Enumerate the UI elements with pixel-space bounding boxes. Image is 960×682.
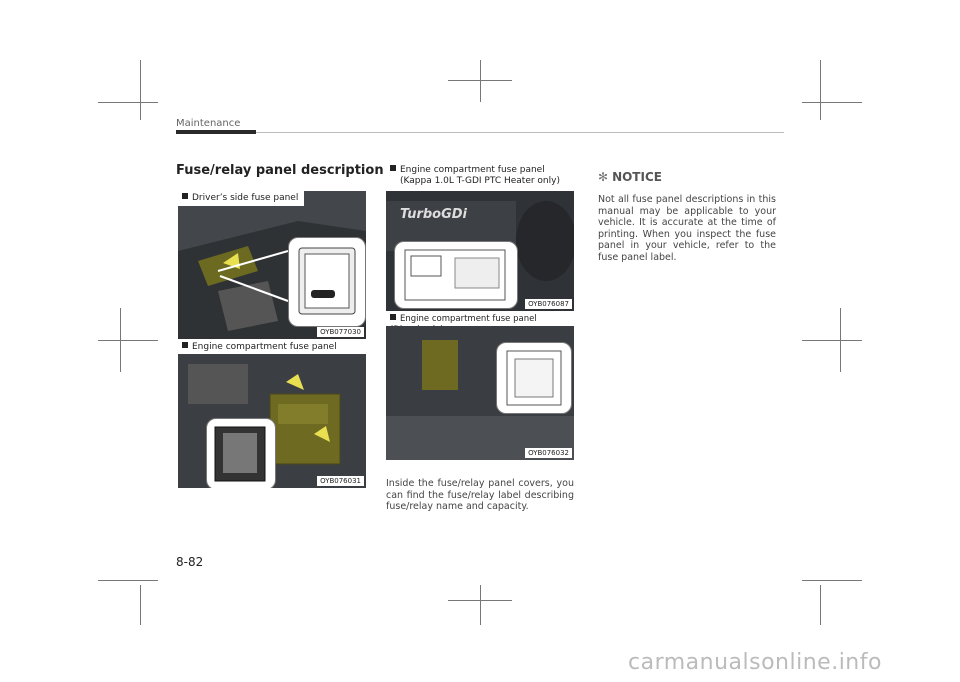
figure-code: OYB076031	[317, 476, 364, 486]
figure-caption: Engine compartment fuse panel	[386, 312, 574, 338]
header-bar	[176, 130, 256, 134]
body-paragraph: Inside the fuse/relay panel covers, you can find the fuse/relay label describing fuse/relay name and capacity.	[386, 478, 574, 512]
fuse-box-drawing	[207, 419, 275, 488]
page-title: Fuse/relay panel description	[176, 163, 384, 178]
section-label: Maintenance	[176, 118, 241, 129]
notice-text: Not all fuse panel descriptions in this manual may be applicable to your vehicle. It is accurate at the time of printing. When you inspect the fuse panel in your vehicle, refer to the fuse panel label.	[598, 194, 776, 263]
figure-code: OYB076032	[525, 448, 572, 458]
fuse-cover-drawing	[289, 238, 365, 326]
page-number: 8-82	[176, 555, 204, 569]
figure-drivers-side-fuse-panel	[178, 191, 366, 339]
fuse-cover-inset	[288, 237, 366, 327]
figure-caption: Driver’s side fuse panel	[178, 191, 304, 206]
figure-engine-compartment-fuse-panel	[178, 340, 366, 488]
engine-badge: TurboGDi	[400, 207, 468, 222]
notice-star-icon: ✻	[598, 170, 609, 184]
fuse-label-drawing	[395, 242, 517, 308]
fuse-label-inset	[394, 241, 518, 309]
notice-title: ✻ NOTICE	[598, 170, 662, 184]
figure-engine-fuse-panel-kappa	[386, 163, 574, 311]
figure-code: OYB077030	[317, 327, 364, 337]
fuse-box-inset	[206, 418, 276, 488]
fuse-box-inset	[496, 342, 572, 414]
figure-caption: Engine compartment fuse panel (Kappa 1.0L T-GDI PTC Heater only)	[386, 163, 566, 189]
header-rule	[256, 132, 784, 133]
fuse-box-drawing	[497, 343, 571, 413]
figure-caption: Engine compartment fuse panel	[178, 340, 366, 355]
watermark: carmanualsonline.info	[628, 650, 882, 675]
figure-engine-fuse-panel-diesel	[386, 312, 574, 460]
figure-code: OYB076087	[525, 299, 572, 309]
